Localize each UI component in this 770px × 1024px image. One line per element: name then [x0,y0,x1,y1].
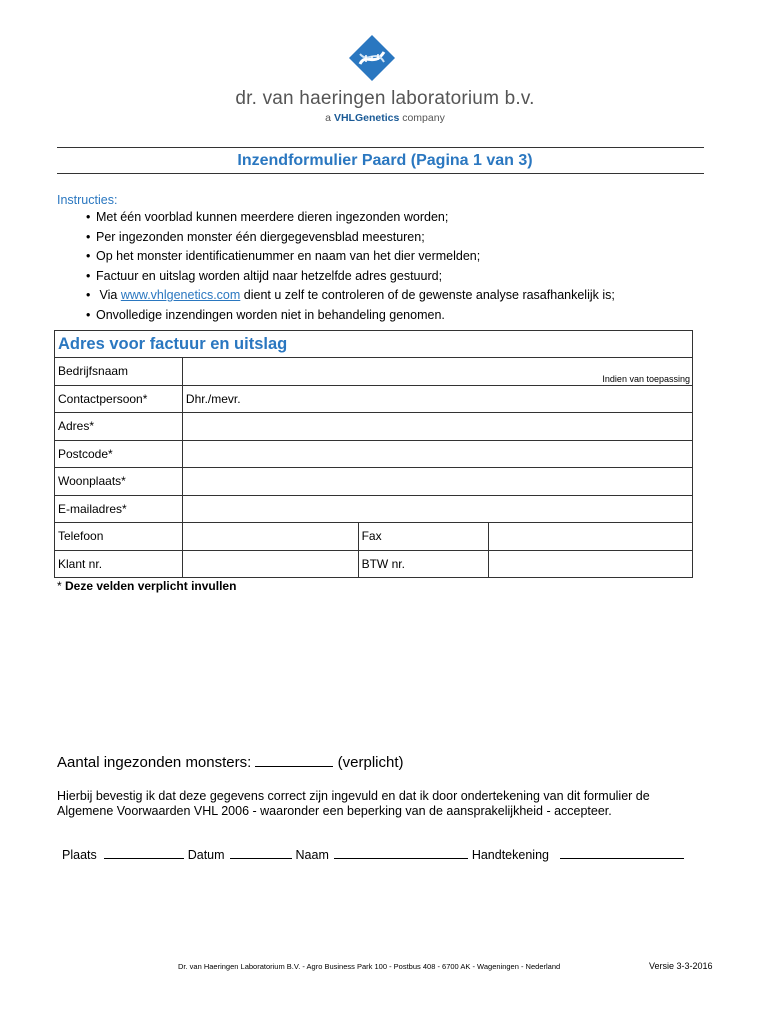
adres-label: Adres* [55,413,183,441]
instruction-item-link [86,286,615,306]
bedrijfsnaam-field[interactable] [182,358,692,386]
postcode-label: Postcode* [55,440,183,468]
name-label: Naam [295,848,329,862]
address-table [54,330,693,578]
via-prefix: Via [99,288,118,302]
instruction-item: • Met één voorblad kunnen meerdere dieren ingezonden worden; [86,208,615,228]
date-label: Datum [187,848,225,862]
divider-top [57,147,704,148]
telefoon-label: Telefoon [55,523,183,551]
instructions-list [86,208,615,325]
signature-line [62,846,684,862]
vhl-logo-icon [348,34,396,82]
required-star: * [57,579,62,593]
footer-version: Versie 3-3-2016 [649,961,713,971]
company-tagline [0,112,770,124]
divider-mid [57,173,704,174]
company-name: dr. van haeringen laboratorium b.v. [235,88,535,109]
tagline-suffix: company [402,112,445,124]
place-field[interactable] [104,846,184,859]
bedrijfsnaam-label: Bedrijfsnaam [55,358,183,386]
via-suffix: dient u zelf te controleren of de gewenste analyse rasafhankelijk is; [243,288,615,302]
email-label: E-mailadres* [55,495,183,523]
instruction-item: • Onvolledige inzendingen worden niet in behandeling genomen. [86,306,615,326]
telefoon-field[interactable] [182,523,358,551]
address-table-heading: Adres voor factuur en uitslag [55,331,693,358]
fax-field[interactable] [489,523,693,551]
tagline-prefix: a [325,112,332,124]
instruction-item: • Op het monster identificatienummer en naam van het dier vermelden; [86,247,615,267]
instruction-item: • Factuur en uitslag worden altijd naar hetzelfde adres gestuurd; [86,267,615,287]
btw-label: BTW nr. [358,550,489,578]
name-field[interactable] [334,846,468,859]
footer-address: Dr. van Haeringen Laboratorium B.V. - Agro Business Park 100 - Postbus 408 - 6700 AK - Wageningen - Nederland [178,962,561,971]
sample-count [57,754,404,771]
bedrijfsnaam-note: Indien van toepassing [602,373,690,384]
woonplaats-label: Woonplaats* [55,468,183,496]
sample-count-suffix: (verplicht) [337,754,404,771]
signature-label: Handtekening [471,848,549,862]
fax-label: Fax [358,523,489,551]
required-note [57,579,236,593]
instructions-heading: Instructies: [57,193,118,207]
form-title: Inzendformulier Paard (Pagina 1 van 3) [237,152,533,169]
postcode-field[interactable] [182,440,692,468]
klant-field[interactable] [182,550,358,578]
email-field[interactable] [182,495,692,523]
btw-field[interactable] [489,550,693,578]
contactpersoon-field[interactable]: Dhr./mevr. [182,385,692,413]
sample-count-label: Aantal ingezonden monsters: [57,754,252,771]
instruction-item: • Per ingezonden monster één diergegevensblad meesturen; [86,228,615,248]
tagline-brand: VHLGenetics [333,112,400,124]
woonplaats-field[interactable] [182,468,692,496]
contactpersoon-label: Contactpersoon* [55,385,183,413]
sample-count-field[interactable] [255,754,333,767]
signature-field[interactable] [560,846,684,859]
klant-label: Klant nr. [55,550,183,578]
required-text: Deze velden verplicht invullen [65,579,237,593]
date-field[interactable] [230,846,292,859]
website-link[interactable]: www.vhlgenetics.com [120,288,241,302]
place-label: Plaats [62,848,97,862]
confirmation-text: Hierbij bevestig ik dat deze gegevens correct zijn ingevuld en dat ik door ondertekening van dit formulier de Algemene Voorwaarden VHL 2006 - waaronder een beperking van de aansprakelijkheid - accepteer. [57,789,650,818]
adres-field[interactable] [182,413,692,441]
